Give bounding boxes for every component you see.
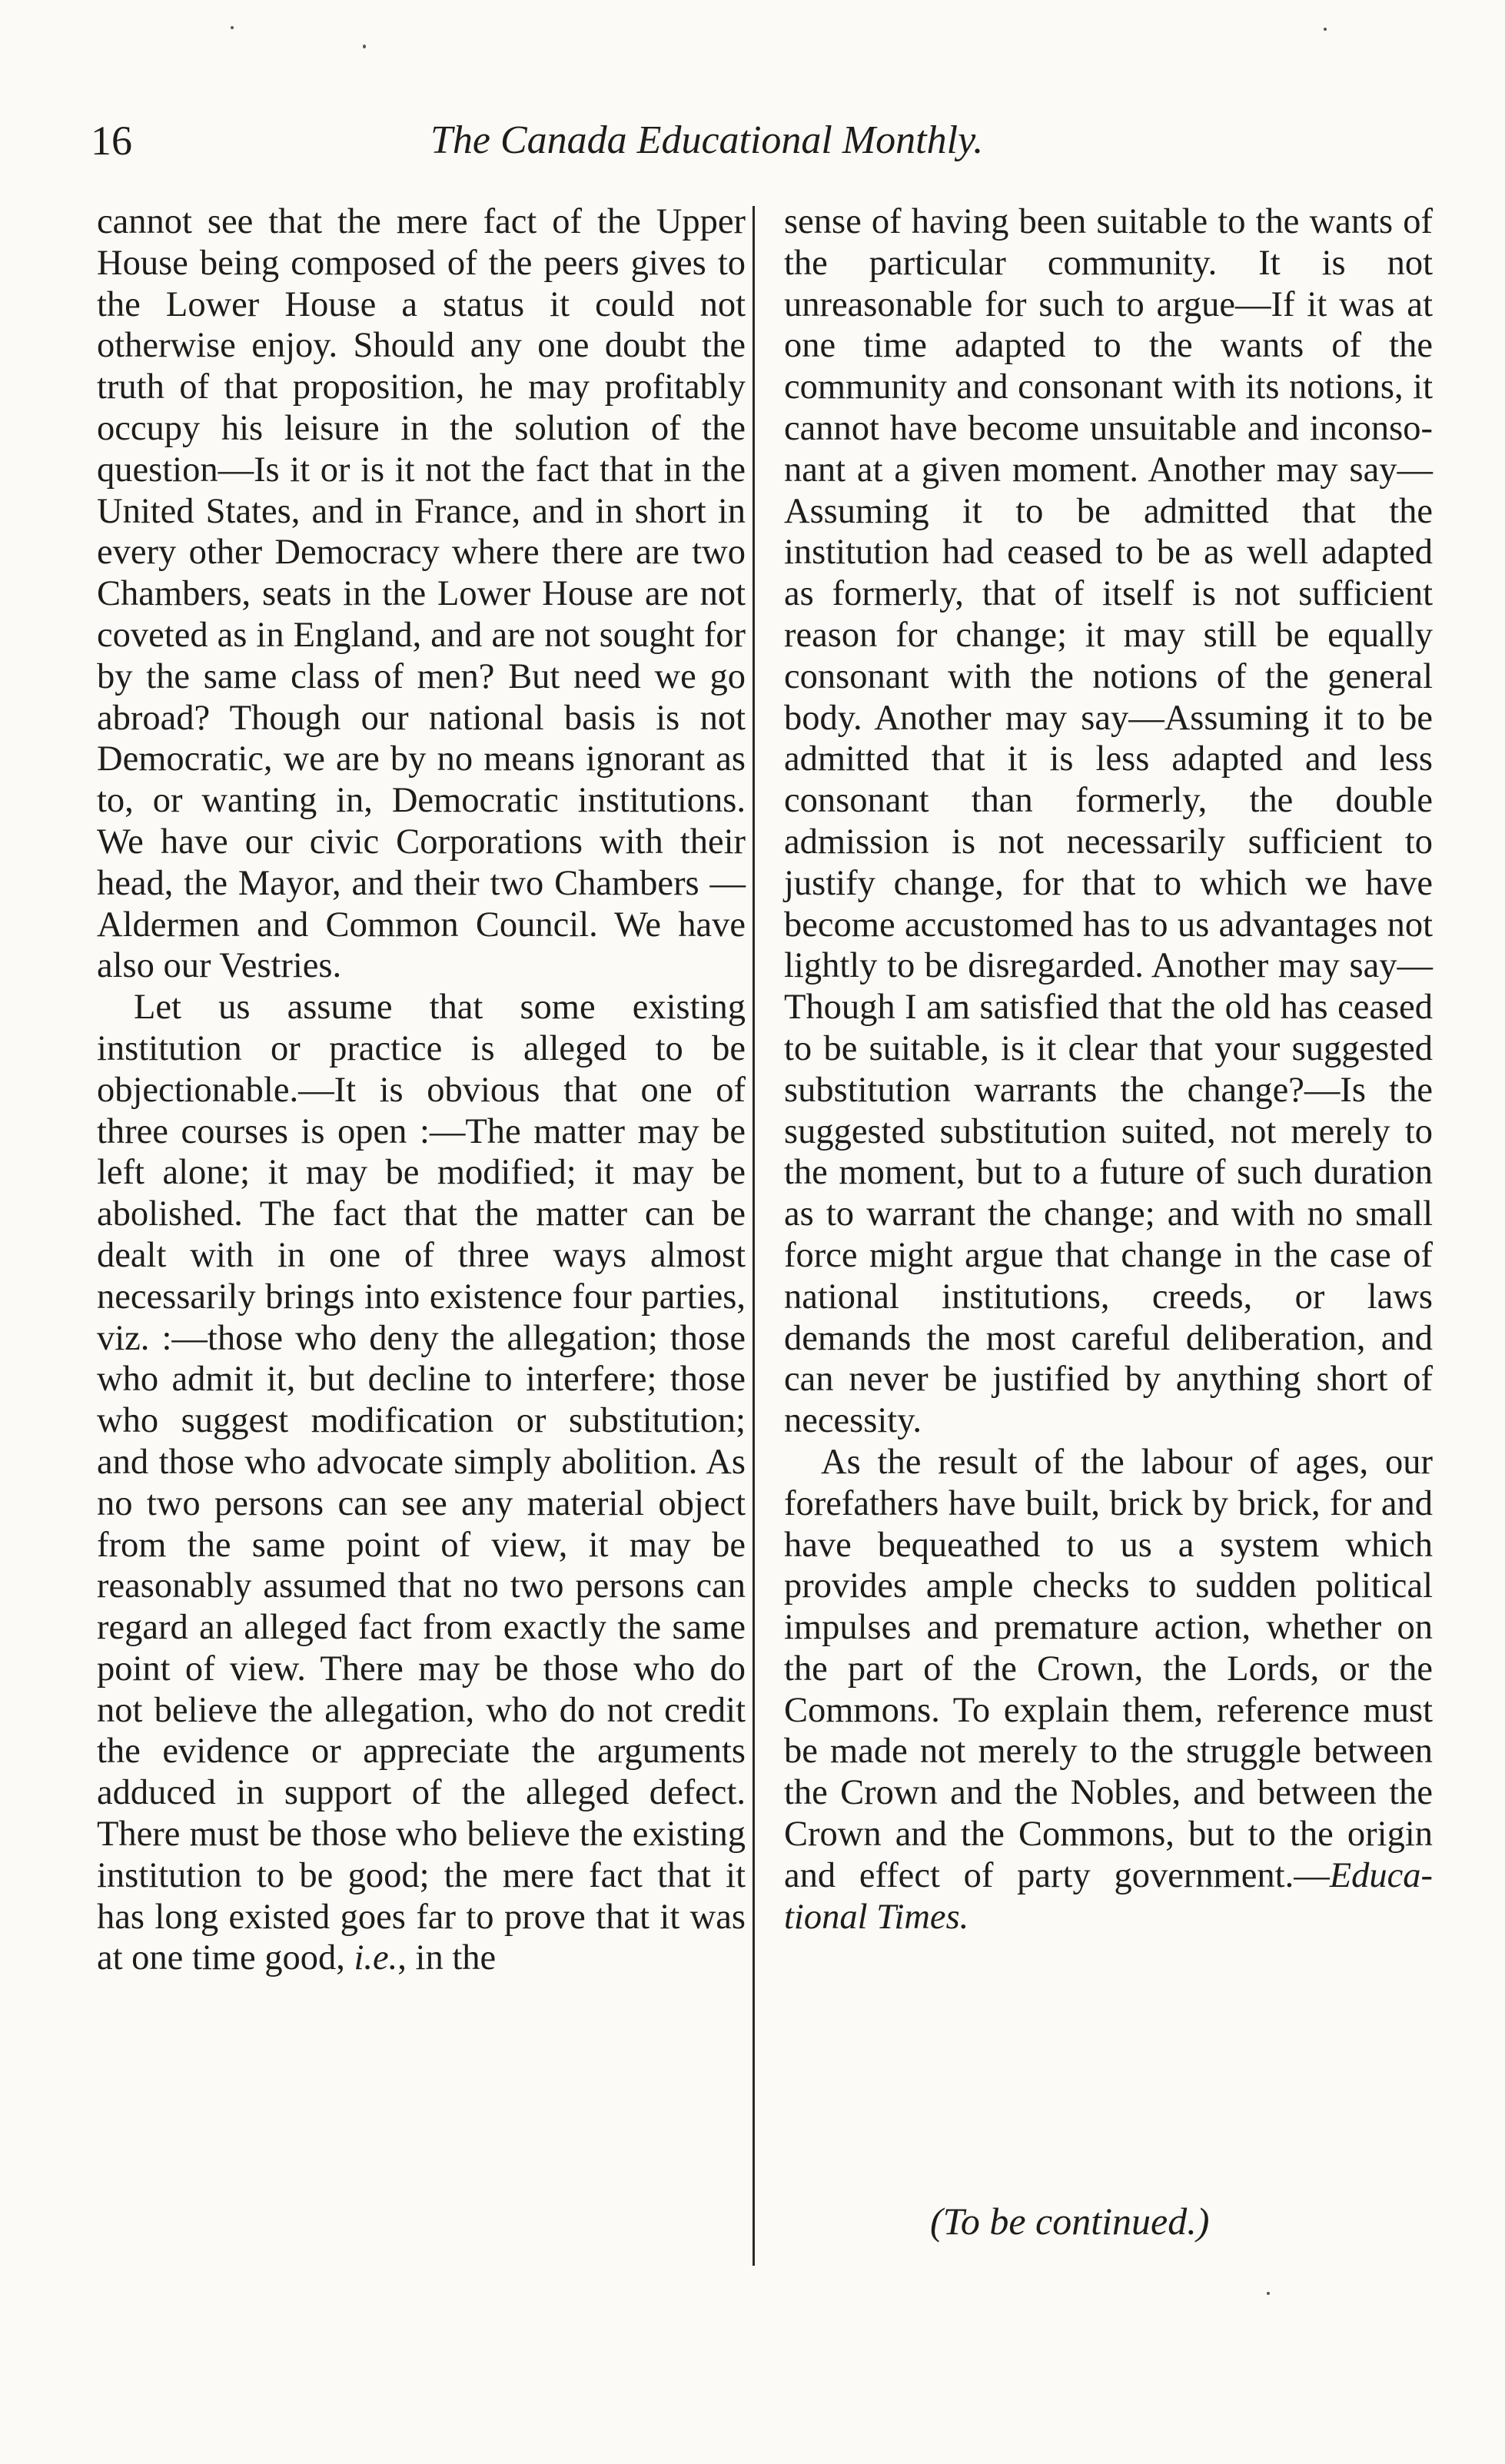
running-title: The Canada Educational Monthly. [430,118,984,162]
paragraph: sense of having been suitable to the wants of the particular community. It is not unreasonable for such to argue—If it was at one time adapted to the wants of the community and consonant with its notions, it cannot have become unsuitable and inconsonant at a given moment. Another may say—Assuming it to be admitted that the institution had ceased to be as well adapted as formerly, that of itself is not sufficient reason for change; it may still be equally consonant with the notions of the general body. Another may say—Assuming it to be admitted that it is less adapted and less consonant than formerly, the double admission is not necessarily sufficient to justify change, for that to which we have become accustomed has to us advantages not lightly to be disregarded. Another may say—Though I am satisfied that the old has ceased to be suitable, is it clear that your suggested substitution warrants the change?—Is the suggested substitution suited, not merely to the moment, but to a future of such duration as to warrant the change; and with no small force might argue that change in the case of national institutions, creeds, or laws demands the most careful deliberation, and can never be justified by anything short of necessity. [784,202,1433,1441]
right-column [784,201,1433,1938]
paragraph-text: , in the [397,1938,497,1978]
paragraph [97,987,746,1979]
scan-speck [1267,2292,1270,2295]
page-header [0,114,1505,168]
column-divider [752,206,755,2266]
scan-speck [231,26,234,29]
page-number: 16 [91,118,132,164]
scan-speck [1324,28,1327,31]
paragraph-text: As the result of the labour of ages, our forefathers have built, brick by brick, for and have bequeathed to us a system which provides ample checks to sudden political impulses and premature action, whether on the part of the Crown, the Lords, or the Commons. To explain them, reference must be made not merely to the struggle between the Crown and the Nobles, and between the Crown and the Commons, but to the origin and effect of party government.— [784,1442,1433,1895]
paragraph-text: Let us assume that some existing institution or practice is alleged to be objectionable.—It is obvious that one of three courses is open :—The matter may be left alone; it may be modified; it may be abolished. The fact that the matter can be dealt with in one of three ways almost necessarily brings into existence four parties, viz. :—those who deny the allegation; those who admit it, but decline to interfere; those who suggest modification or substitution; and those who advocate simply abolition. As no two persons can see any material object from the same point of view, it may be reasonably assumed that no two persons can regard an alleged fact from exactly the same point of view. There may be those who do not believe the allegation, who do not credit the evidence or appreciate the arguments adduced in support of the alleged defect. There must be those who believe the existing institution to be good; the mere fact that it has long existed goes far to prove that it was at one time good, [97,988,746,1978]
source-citation: Educational Times. [784,1855,1433,1937]
continued-note: (To be continued.) [930,2200,1210,2243]
paragraph [784,1442,1433,1938]
abbreviation: i.e. [354,1938,398,1978]
left-column [97,201,746,1979]
paragraph: cannot see that the mere fact of the Upper House being composed of the peers gives to the Lower House a status it could not otherwise enjoy. Should any one doubt the truth of that proposition, he may profitably occupy his leisure in the solution of the question—Is it or is it not the fact that in the United States, and in France, and in short in every other Democracy where there are two Chambers, seats in the Lower House are not coveted as in England, and are not sought for by the same class of men? But need we go abroad? Though our national basis is not Democratic, we are by no means ignorant as to, or wanting in, Democratic institutions. We have our civic Corporations with their head, the Mayor, and their two Chambers —Aldermen and Common Council. We have also our Vestries. [97,202,746,986]
scan-speck [363,45,366,48]
